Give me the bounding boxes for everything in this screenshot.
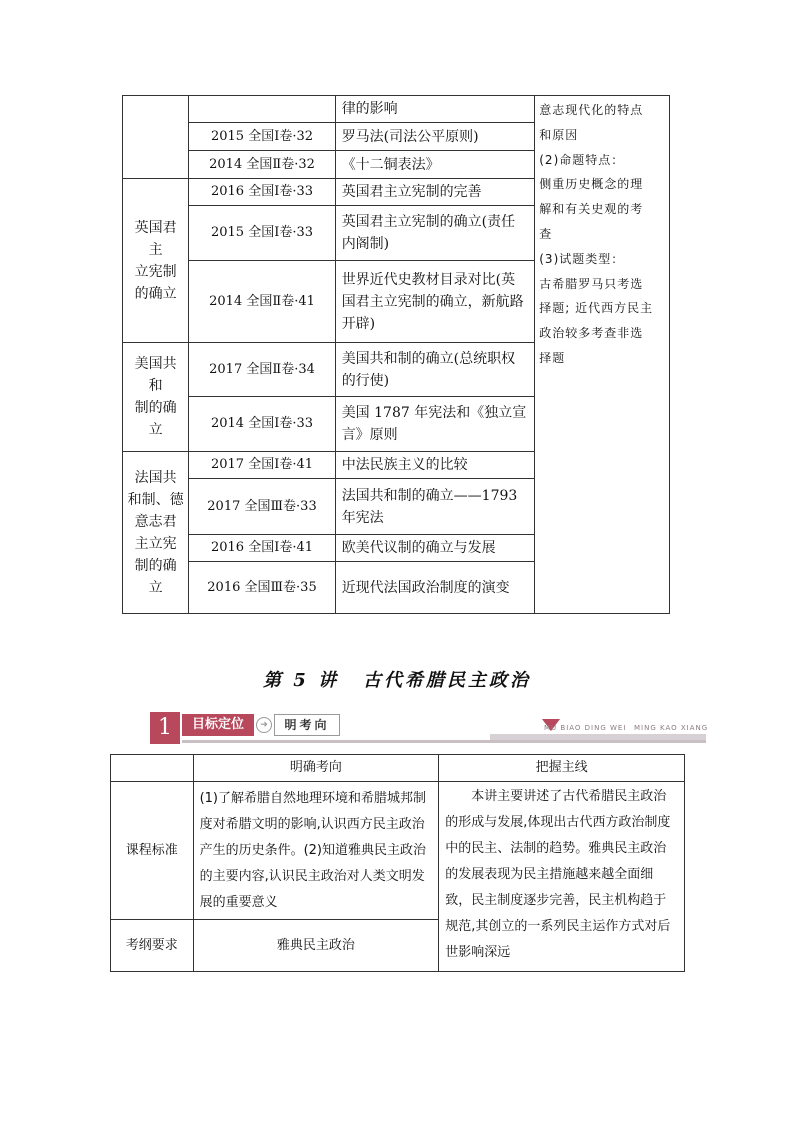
topic-line: 法国共 xyxy=(134,469,177,486)
note-line: 查 xyxy=(539,226,553,241)
lecture-title xyxy=(0,666,794,692)
content-cell: 法国共和制的确立——1793 年宪法 xyxy=(335,479,535,535)
topic-line: 制的确 xyxy=(134,557,177,574)
topic-cell-england xyxy=(123,179,189,343)
table-row xyxy=(123,96,670,123)
topic-cell-empty xyxy=(123,96,189,179)
header-mainline: 把握主线 xyxy=(439,755,685,782)
content-cell: 《十二铜表法》 xyxy=(335,151,535,179)
note-line: 政治较多考查非选 xyxy=(539,326,644,341)
target-table xyxy=(110,754,685,972)
content-cell: 律的影响 xyxy=(335,96,535,123)
topic-cell-france xyxy=(123,452,189,614)
note-line: 择题 xyxy=(539,350,566,365)
exam-cell: 2016 全国Ⅰ卷·33 xyxy=(189,179,335,206)
exam-cell: 2017 全国Ⅰ卷·41 xyxy=(189,452,335,479)
topic-line: 和 xyxy=(148,378,163,394)
header-direction: 明确考向 xyxy=(193,755,439,782)
mainline-content: 本讲主要讲述了古代希腊民主政治的形成与发展,体现出古代西方政治制度中的民主、法制的趋势。雅典民主政治的发展表现为民主措施越来越全面细致，民主制度逐步完善，民主机构趋于规范,其创立的一系列民主运作方式对后世影响深远 xyxy=(439,782,685,972)
exam-cell: 2014 全国Ⅰ卷·33 xyxy=(189,397,335,452)
row-label-requirement: 考纲要求 xyxy=(111,920,194,972)
arrow-circle-icon: ➜ xyxy=(256,717,272,733)
topic-line: 立宪制 xyxy=(134,263,177,280)
content-cell: 罗马法(司法公平原则) xyxy=(335,123,535,151)
lecture-name: 古代希腊民主政治 xyxy=(363,670,532,691)
content-cell: 世界近代史教材目录对比(英国君主立宪制的确立，新航路开辟) xyxy=(335,261,535,343)
content-cell: 欧美代议制的确立与发展 xyxy=(335,535,535,562)
note-line: (3)试题类型： xyxy=(539,251,625,266)
topic-line: 英国君 xyxy=(134,219,177,236)
note-line: (2)命题特点： xyxy=(539,152,625,167)
requirement-content: 雅典民主政治 xyxy=(193,920,439,972)
content-cell: 英国君主立宪制的确立(责任内阁制) xyxy=(335,206,535,261)
topic-line: 主立宪 xyxy=(134,535,177,552)
exam-cell: 2014 全国Ⅱ卷·32 xyxy=(189,151,335,179)
note-line: 和原因 xyxy=(539,127,579,142)
row-label-standard: 课程标准 xyxy=(111,782,194,920)
topic-cell-usa xyxy=(123,343,189,452)
section-sub-label: 明考向 xyxy=(274,714,340,736)
content-cell: 英国君主立宪制的完善 xyxy=(335,179,535,206)
note-line: 侧重历史概念的理 xyxy=(539,177,644,192)
exam-cell: 2016 全国Ⅰ卷·41 xyxy=(189,535,335,562)
content-cell: 中法民族主义的比较 xyxy=(335,452,535,479)
note-line: 古希腊罗马只考选 xyxy=(539,276,644,291)
section-banner xyxy=(150,712,709,744)
exam-cell: 2015 全国Ⅰ卷·33 xyxy=(189,206,335,261)
note-line: 解和有关史观的考 xyxy=(539,202,644,217)
content-cell: 近现代法国政治制度的演变 xyxy=(335,562,535,614)
topic-line: 立 xyxy=(148,579,163,596)
header-empty-cell xyxy=(111,755,194,782)
topic-line: 意志君 xyxy=(134,513,177,530)
note-line: 择题; 近代西方民主 xyxy=(539,301,654,316)
topic-line: 美国共 xyxy=(134,356,177,372)
table-header-row xyxy=(111,755,685,782)
topic-line: 的确立 xyxy=(134,285,177,302)
exam-cell xyxy=(189,96,335,123)
topic-line: 立 xyxy=(148,422,163,438)
banner-divider xyxy=(182,740,706,743)
notes-cell xyxy=(535,96,670,614)
topic-line: 主 xyxy=(148,241,163,258)
lecture-number: 第 5 讲 xyxy=(262,670,340,691)
exam-cell: 2016 全国Ⅲ卷·35 xyxy=(189,562,335,614)
section-number: 1 xyxy=(150,712,180,744)
banner-pinyin-label: MING KAO XIANG xyxy=(634,724,709,732)
exam-cell: 2017 全国Ⅱ卷·34 xyxy=(189,343,335,397)
standard-content: (1)了解希腊自然地理环境和希腊城邦制度对希腊文明的影响,认识西方民主政治产生的历史条件。(2)知道雅典民主政治的主要内容,认识民主政治对人类文明发展的重要意义 xyxy=(193,782,439,920)
exam-cell: 2014 全国Ⅱ卷·41 xyxy=(189,261,335,343)
note-line: 意志现代化的特点 xyxy=(539,103,644,117)
topic-line: 和制、德 xyxy=(127,491,184,508)
exam-analysis-table xyxy=(122,95,670,614)
banner-pinyin-label: MU BIAO DING WEI xyxy=(544,724,627,732)
section-label: 目标定位 xyxy=(182,714,254,736)
exam-cell: 2017 全国Ⅲ卷·33 xyxy=(189,479,335,535)
content-cell: 美国 1787 年宪法和《独立宣言》原则 xyxy=(335,397,535,452)
table-row xyxy=(111,782,685,920)
content-cell: 美国共和制的确立(总统职权的行使) xyxy=(335,343,535,397)
topic-line: 制的确 xyxy=(134,400,177,416)
exam-cell: 2015 全国Ⅰ卷·32 xyxy=(189,123,335,151)
